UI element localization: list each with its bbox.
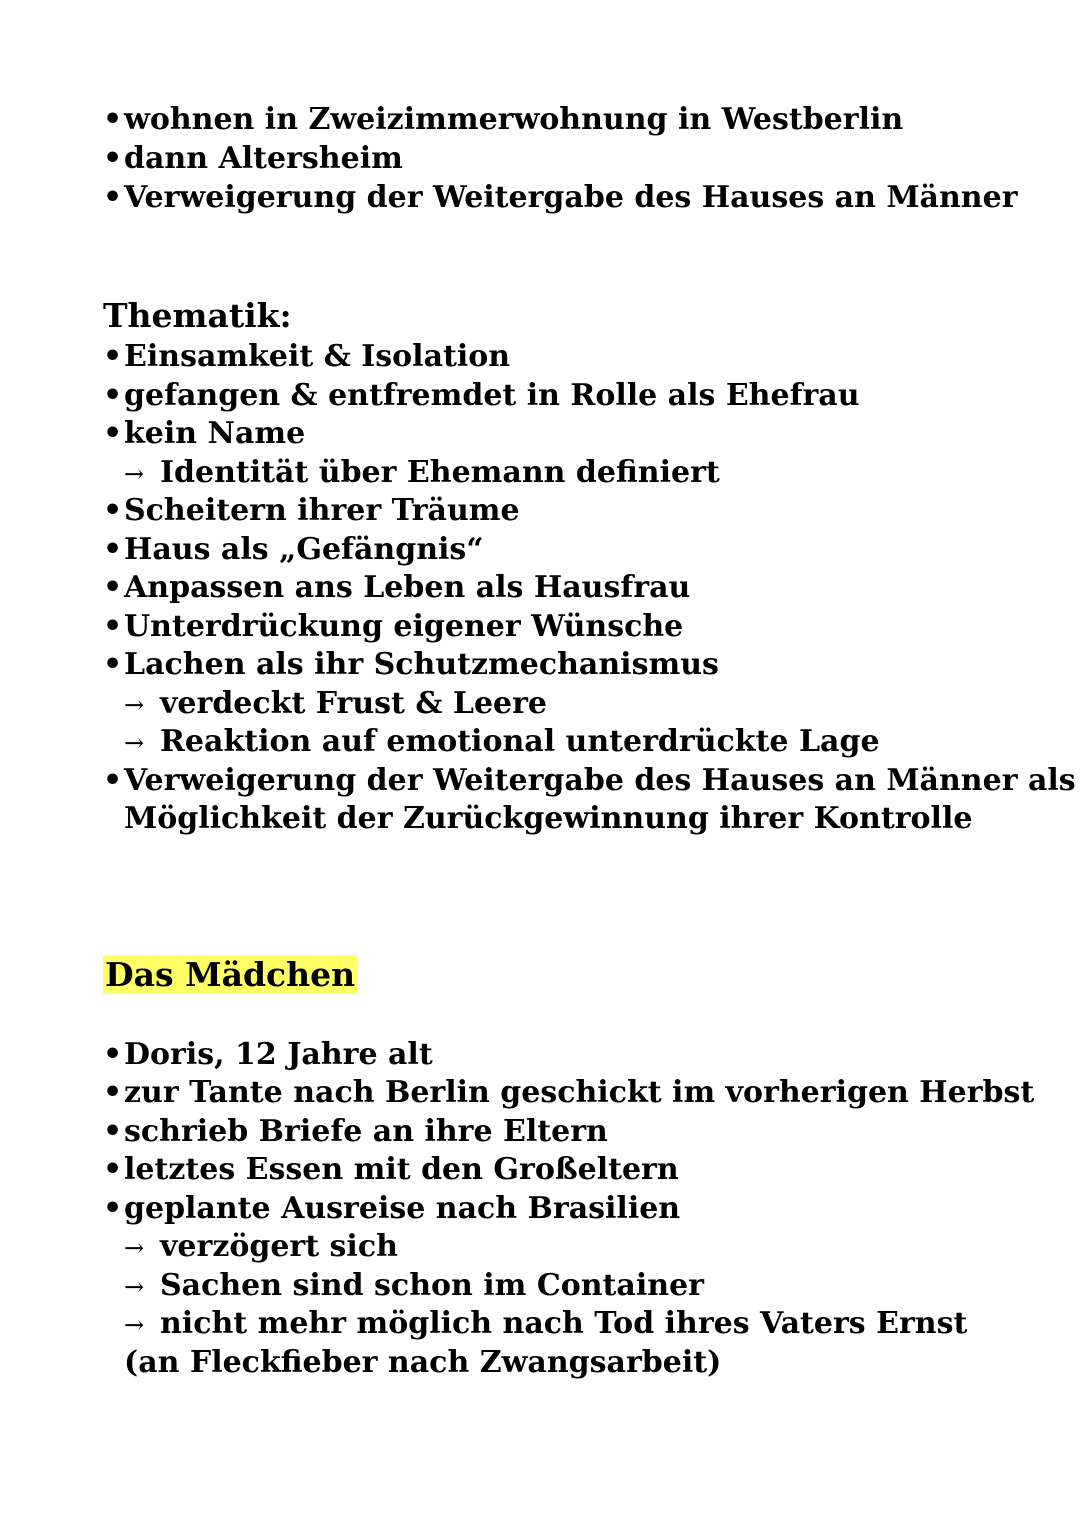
bullet-icon: • [103,339,123,374]
list-item [103,645,719,684]
list-item-text: letztes Essen mit den Großeltern [124,1152,679,1187]
sub-list-item [124,1266,704,1305]
list-item-text: Unterdrückung eigener Wünsche [124,609,684,644]
arrow-right-icon: → [124,1311,145,1339]
bullet-icon: • [103,532,123,567]
bullet-icon: • [103,647,123,682]
bullet-icon: • [103,1075,123,1110]
sub-list-item-text: verdeckt Frust & Leere [160,686,548,721]
sub-list-item-text: (an Fleckfieber nach Zwangsarbeit) [124,1345,722,1380]
sub-list-item-text: Reaktion auf emotional unterdrückte Lage [160,724,880,759]
list-item [103,1073,1035,1112]
list-item [103,1150,679,1189]
bullet-icon: • [103,141,123,176]
list-item-text: gefangen & entfremdet in Rolle als Ehefrau [124,378,860,413]
list-item-text: kein Name [124,416,306,451]
bullet-icon: • [103,493,123,528]
sub-list-item-text: Identität über Ehemann definiert [160,455,720,490]
list-item-text: Scheitern ihrer Träume [124,493,520,528]
list-item-text: Verweigerung der Weitergabe des Hauses an Männer als [124,763,1076,798]
list-item-text: Doris, 12 Jahre alt [124,1037,433,1072]
list-item [103,139,403,178]
list-item [103,100,904,139]
arrow-right-icon: → [124,729,145,757]
sub-list-item [124,1304,967,1343]
arrow-right-icon: → [124,460,145,488]
list-item [103,376,860,415]
list-item-text: wohnen in Zweizimmerwohnung in Westberlin [124,102,904,137]
bullet-icon: • [103,570,123,605]
sub-list-item [124,1227,398,1266]
bullet-icon: • [103,609,123,644]
list-item-text: schrieb Briefe an ihre Eltern [124,1114,608,1149]
list-item-text: Haus als „Gefängnis“ [124,532,484,567]
bullet-icon: • [103,180,123,215]
list-item [103,1112,608,1151]
list-item-text: geplante Ausreise nach Brasilien [124,1191,681,1226]
arrow-right-icon: → [124,691,145,719]
bullet-icon: • [103,102,123,137]
bullet-icon: • [103,416,123,451]
section-heading-thematik: Thematik: [103,296,292,335]
list-item-text: zur Tante nach Berlin geschickt im vorherigen Herbst [124,1075,1035,1110]
bullet-icon: • [103,1037,123,1072]
sub-list-item [124,722,880,761]
list-item [103,1189,681,1228]
list-item-text: Einsamkeit & Isolation [124,339,511,374]
bullet-icon: • [103,378,123,413]
list-item-text: Verweigerung der Weitergabe des Hauses an Männer [124,180,1018,215]
highlighted-heading: Das Mädchen [105,955,356,994]
list-item [103,530,484,569]
list-item [103,607,684,646]
arrow-right-icon: → [124,1273,145,1301]
list-item [103,337,511,376]
list-item-text: Lachen als ihr Schutzmechanismus [124,647,719,682]
list-item [103,491,520,530]
bullet-icon: • [103,1152,123,1187]
sub-list-item-text: Sachen sind schon im Container [160,1268,704,1303]
list-item-text: Möglichkeit der Zurückgewinnung ihrer Kontrolle [124,801,973,836]
sub-list-item [124,684,547,723]
sub-list-item-text: nicht mehr möglich nach Tod ihres Vaters Ernst [160,1306,968,1341]
arrow-right-icon: → [124,1234,145,1262]
list-item-text: Anpassen ans Leben als Hausfrau [124,570,691,605]
bullet-icon: • [103,763,123,798]
list-item-text: dann Altersheim [124,141,403,176]
sub-list-item [124,453,720,492]
sub-list-item-continuation [124,1343,721,1382]
bullet-icon: • [103,1191,123,1226]
list-item [103,568,691,607]
bullet-icon: • [103,1114,123,1149]
section-heading-maedchen [103,954,357,996]
list-item [103,1035,433,1074]
list-item [103,761,1076,800]
sub-list-item-text: verzögert sich [160,1229,398,1264]
list-item [103,178,1018,217]
list-item [103,414,306,453]
